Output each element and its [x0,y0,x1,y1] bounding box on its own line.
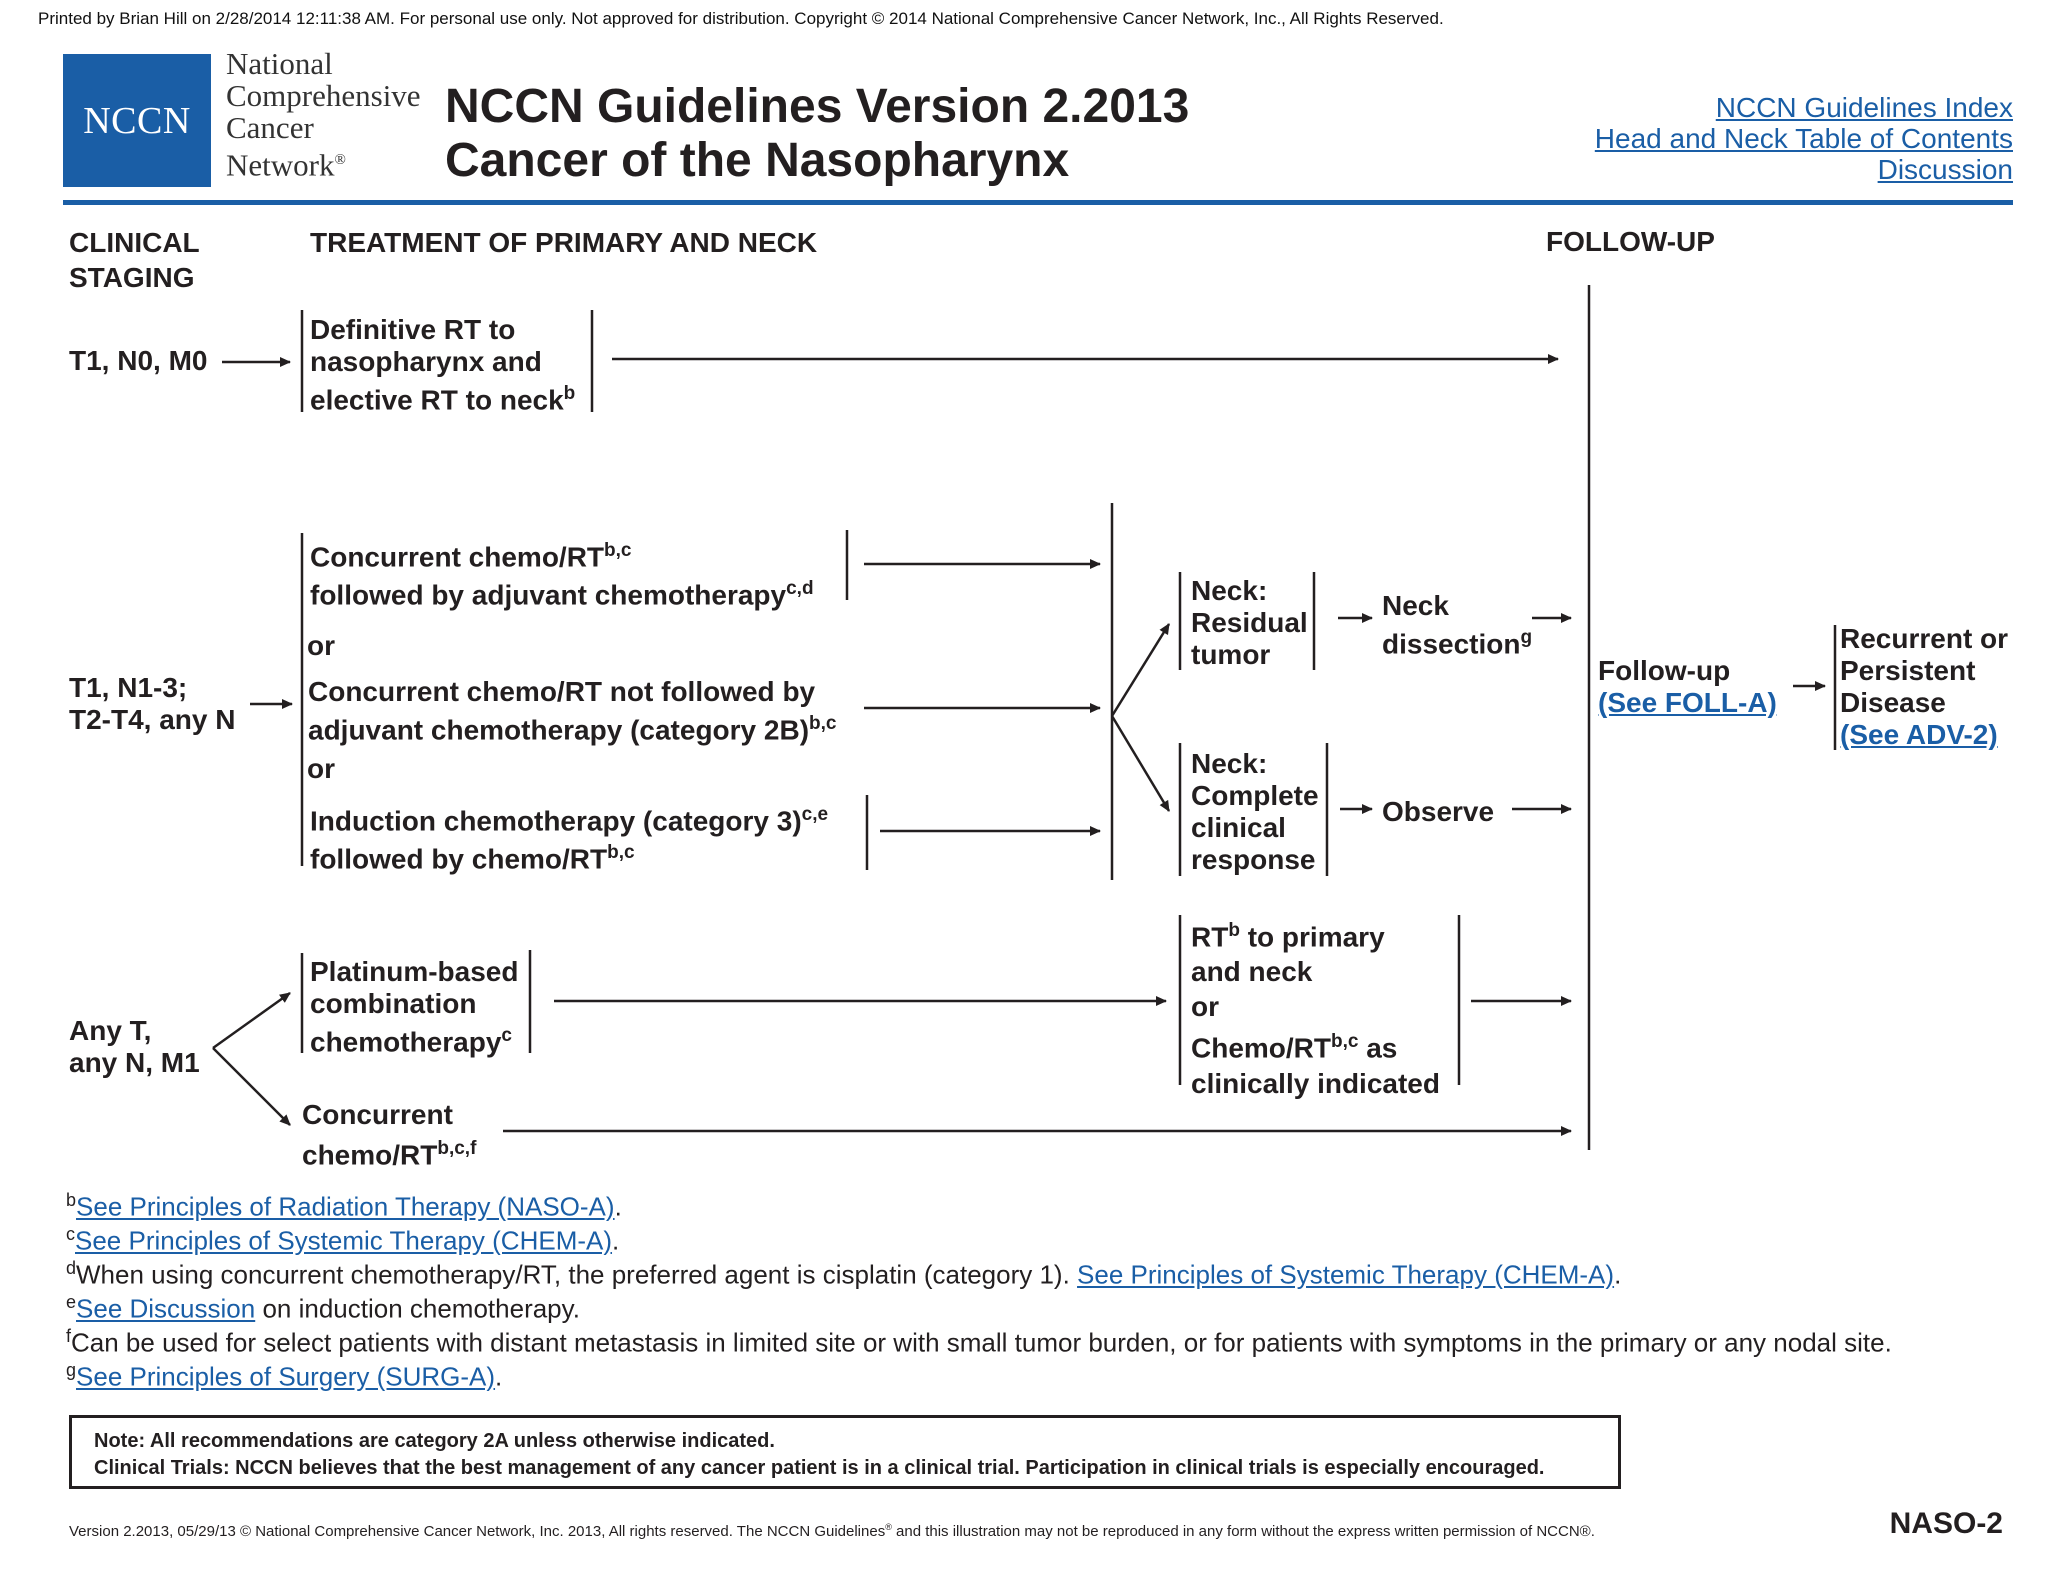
concurrent-chemo-rt-adjuvant-box: Concurrent chemo/RT$^{b,c}$ followed by adjuvant chemotherapy$^{c,d}$ [310,540,814,611]
observe-box: Observe [1382,796,1495,827]
discussion-link[interactable]: Discussion [1877,154,2013,185]
concurrent-not-adjuvant-box: Concurrent chemo/RT not followed by adjuvant chemotherapy (category 2B)$^{b,c}$ [308,676,837,746]
definitive-rt-box: Definitive RT to nasopharynx and elective RT to neck$^b$ [310,314,576,416]
neck-residual-tumor-box: Neck: Residual tumor [1191,575,1308,670]
arrow-m1-to-concurrent [213,1048,290,1125]
footnote-b: $^b$See Principles of Radiation Therapy (NASO-A). [66,1190,622,1222]
treatment-header: TREATMENT OF PRIMARY AND NECK [310,227,818,258]
neck-dissection-box: Neck dissection$^g$ [1382,590,1533,660]
note-category: Note: All recommendations are category 2A unless otherwise indicated. [94,1430,775,1452]
footnote-ref: c [501,1025,512,1046]
followup-box: Follow-up (See FOLL-A) [1598,655,1777,718]
footnote-e: $^e$See Discussion on induction chemotherapy. [66,1292,580,1324]
footnote-ref: b,c,f [437,1138,477,1159]
arrow-merge-to-complete [1112,716,1169,811]
stage-any-t-m1: Any T, any N, M1 [69,1015,200,1078]
neck-complete-response-box: Neck: Complete clinical response [1191,748,1319,875]
stage-t1-n1-3: T1, N1-3; T2-T4, any N [69,672,236,735]
or-label: or [307,753,335,784]
guidelines-version-title: NCCN Guidelines Version 2.2013 [445,80,1190,133]
footnote-ref: b,c [809,713,837,734]
footnote-ref: b,c [604,540,632,561]
followup-header: FOLLOW-UP [1546,226,1715,257]
footnote-ref: g [1520,627,1533,648]
arrow-m1-to-platinum [213,993,290,1048]
registered-mark: ® [334,152,346,168]
organization-name: National Comprehensive Cancer Network® [226,46,421,183]
rt-or-chemo-rt-box: $RT^b$ to primary and neck or Chemo/RT$^{b,c}$ as clinically indicated [1191,920,1440,1099]
surgery-link[interactable]: See Principles of Surgery (SURG-A) [76,1361,496,1392]
note-box [69,1415,1621,1489]
footnote-ref: b,c [1331,1031,1359,1053]
stage-t1-n0-m0: T1, N0, M0 [69,345,208,376]
systemic-therapy-link[interactable]: See Principles of Systemic Therapy (CHEM-A) [75,1225,613,1256]
footnote-d: $^d$When using concurrent chemotherapy/RT, the preferred agent is cisplatin (category 1). See Principles of Systemic Therapy (CHEM-A). [66,1258,1622,1290]
footnote-ref: b [563,383,576,404]
induction-chemo-box: Induction chemotherapy (category 3)$^{c,e}$ followed by chemo/RT$^{b,c}$ [310,804,829,875]
or-label: or [307,630,335,661]
printed-notice: Printed by Brian Hill on 2/28/2014 12:11:38 AM. For personal use only. Not approved for distribution. Copyright © 2014 National Comprehensive Cancer Network, Inc., All Rights Reserved. [38,9,1444,28]
footnote-c: $^c$See Principles of Systemic Therapy (CHEM-A). [66,1224,620,1256]
footnote-g: $^g$See Principles of Surgery (SURG-A). [66,1360,503,1392]
cancer-type-title: Cancer of the Nasopharynx [445,134,1070,187]
arrow-merge-to-residual [1112,624,1169,716]
footnote-ref: c,d [786,578,814,600]
clinical-staging-header: CLINICAL STAGING [69,227,200,293]
footnote-ref: b [1228,920,1240,941]
radiation-therapy-link[interactable]: See Principles of Radiation Therapy (NASO-A) [76,1191,615,1222]
platinum-chemo-box: Platinum-based combination chemotherapy$^c$ [310,956,519,1058]
footnote-ref: b,c [607,842,635,864]
footnote-f: $^f$Can be used for select patients with distant metastasis in limited site or with small tumor burden, or for patients with symptoms in the primary or any nodal site. [66,1326,1892,1358]
recurrent-disease-box: Recurrent or Persistent Disease (See ADV-2) [1840,623,2009,750]
see-discussion-link[interactable]: See Discussion [76,1293,256,1324]
logo-acronym: NCCN [83,99,191,142]
footnote-ref: c,e [801,804,829,825]
head-neck-toc-link[interactable]: Head and Neck Table of Contents [1594,123,2013,154]
note-clinical-trials: Clinical Trials: NCCN believes that the best management of any cancer patient is in a clinical trial. Participation in clinical trials is especially encouraged. [94,1457,1545,1479]
guidelines-index-link[interactable]: NCCN Guidelines Index [1715,92,2013,123]
systemic-therapy-link[interactable]: See Principles of Systemic Therapy (CHEM-A) [1077,1259,1615,1290]
concurrent-chemo-rt-m1-box: Concurrent chemo/RT$^{b,c,f}$ [302,1099,477,1171]
see-adv-2-link[interactable]: (See ADV-2) [1840,719,1998,750]
page-id: NASO-2 [1889,1507,2003,1540]
see-foll-a-link[interactable]: (See FOLL-A) [1598,687,1777,718]
version-copyright: Version 2.2013, 05/29/13 © National Comprehensive Cancer Network, Inc. 2013, All rights reserved. The NCCN Guidelines® and this illustration may not be reproduced in any form without the express written permission of NCCN®. [69,1522,1595,1540]
